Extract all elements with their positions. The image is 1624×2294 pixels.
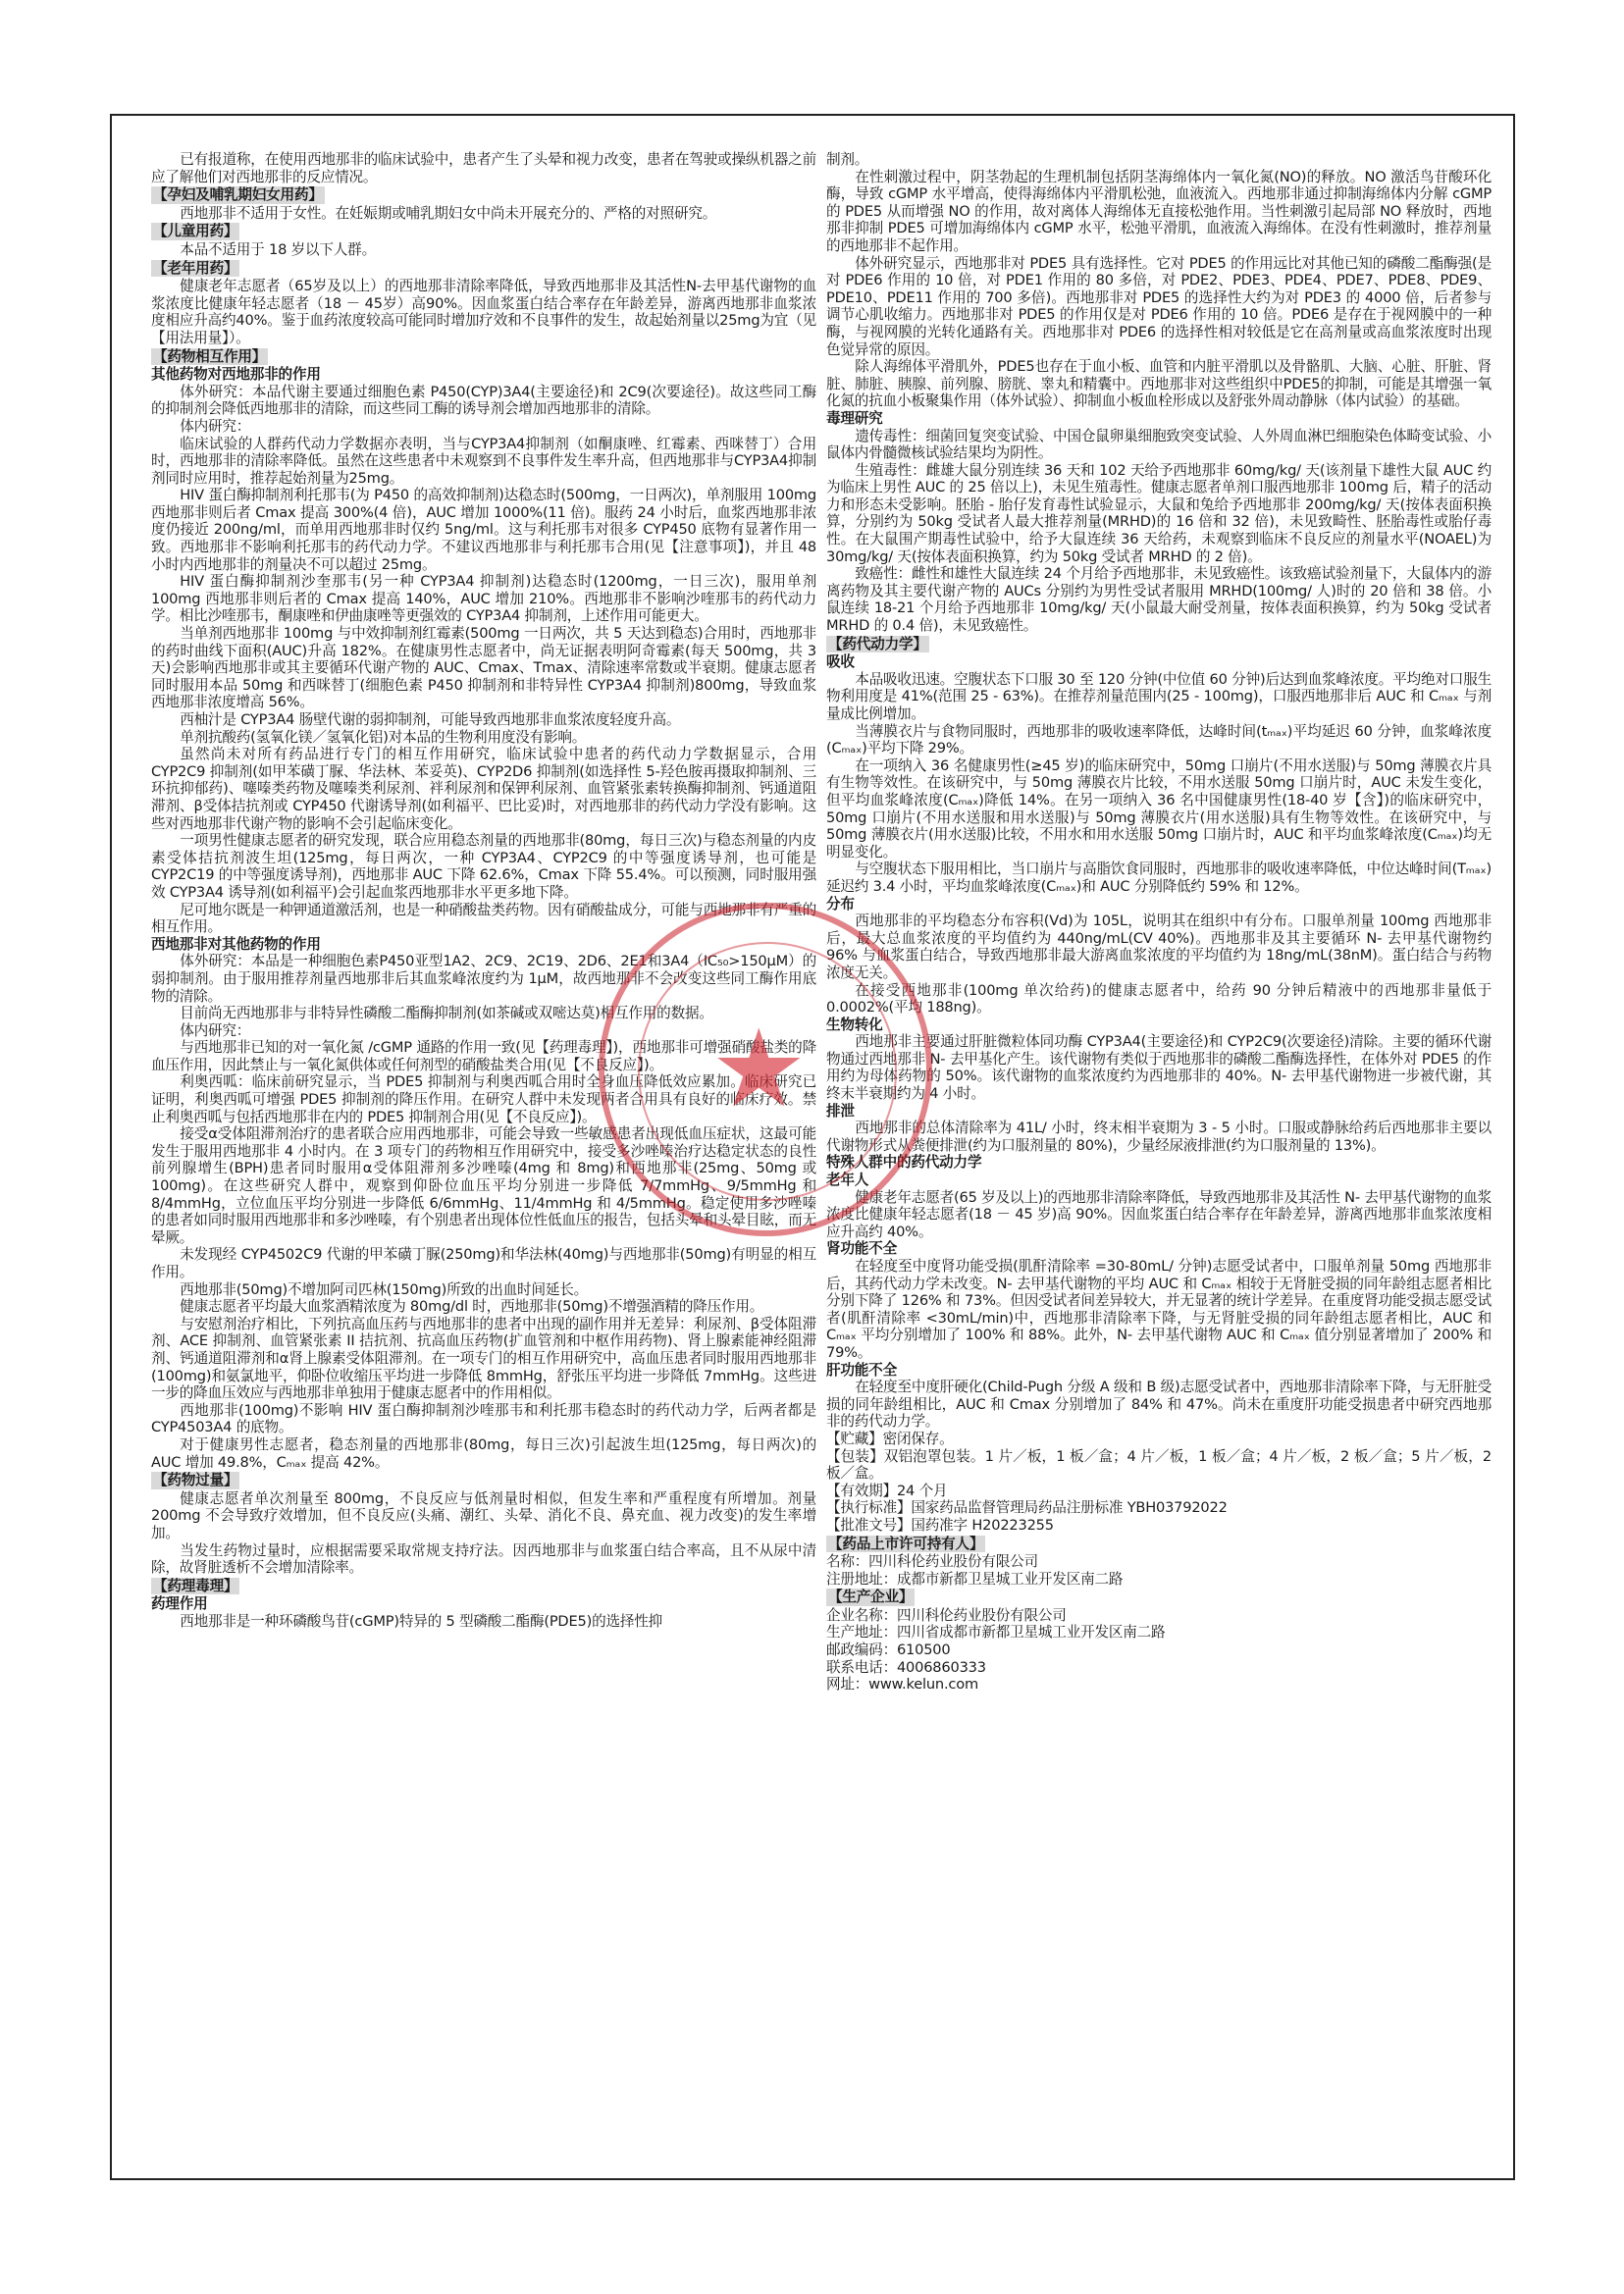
plain-line: 制剂。 <box>826 151 869 168</box>
paragraph: 西地那非主要通过肝脏微粒体同功酶 CYP3A4(主要途径)和 CYP2C9(次要途径)清除。主要的循环代谢物通过西地那非 N- 去甲基化产生。该代谢物有类似于西地那非的磷酸二酯酶选择性，在体外对 PDE5 的作用约为母体药物的 50%。该代谢物的血浆浓度约为西地那非的 40%。N- 去甲基代谢物进一步被代谢，其终末半衰期约为 4 小时。 <box>826 1033 1492 1103</box>
paragraph: 在性刺激过程中，阴茎勃起的生理机制包括阴茎海绵体内一氧化氮(NO)的释放。NO 激活鸟苷酸环化酶，导致 cGMP 水平增高，使得海绵体内平滑肌松弛，血液流入。西地那非通过抑制海绵体内分解 cGMP 的 PDE5 从而增强 NO 的作用，故对离体人海绵体无直接松弛作用。当性刺激引起局部 NO 释放时，西地那非抑制 PDE5 可增加海绵体内 cGMP 水平，松弛平滑肌，血液流入海绵体。在没有性刺激时，推荐剂量的西地那非不起作用。 <box>826 168 1492 254</box>
paragraph: 虽然尚未对所有药品进行专门的相互作用研究，临床试验中患者的药代动力学数据显示，合用 CYP2C9 抑制剂(如甲苯磺丁脲、华法林、苯妥英)、CYP2D6 抑制剂(如选择性 5-羟色胺再摄取抑制剂、三环抗抑郁药)、噻嗪类药物及噻嗪类利尿剂、袢利尿剂和保钾利尿剂、血管紧张素转换酶抑制剂、钙通道阻滞剂、β受体拮抗剂或 CYP450 代谢诱导剂(如利福平、巴比妥)时，对西地那非的药代动力学没有影响。这些对西地那非代谢产物的影响不会引起临床变化。 <box>151 746 816 832</box>
paragraph: 在接受西地那非(100mg 单次给药)的健康志愿者中，给药 90 分钟后精液中的西地那非量低于 0.0002%(平均 188ng)。 <box>826 981 1492 1017</box>
subheading: 生物转化 <box>826 1016 883 1033</box>
paragraph: 西地那非(100mg)不影响 HIV 蛋白酶抑制剂沙喹那韦和利托那韦稳态时的药代动力学，后两者都是 CYP4503A4 的底物。 <box>151 1401 816 1436</box>
paragraph: 体内研究： <box>180 1021 251 1039</box>
section-heading-row <box>826 635 1492 654</box>
subheading: 肝功能不全 <box>826 1361 897 1379</box>
section-heading: 【药物过量】 <box>153 1472 238 1489</box>
subheading: 吸收 <box>826 653 855 671</box>
section-heading: 【药代动力学】 <box>828 635 927 652</box>
plain-line: 生产地址：四川省成都市新都卫星城工业开发区南二路 <box>826 1624 1166 1642</box>
info-line: 【有效期】24 个月 <box>826 1482 948 1499</box>
plain-line: 名称：四川科伦药业股份有限公司 <box>826 1553 1038 1571</box>
subheading: 特殊人群中的药代动力学 <box>826 1154 982 1172</box>
plain-line: 注册地址：成都市新都卫星城工业开发区南二路 <box>826 1570 1124 1588</box>
subheading: 分布 <box>826 895 855 912</box>
paragraph: 体外研究：本品代谢主要通过细胞色素 P450(CYP)3A4(主要途径)和 2C9(次要途径)。故这些同工酶的抑制剂会降低西地那非的清除，而这些同工酶的诱导剂会增加西地那非的清除。 <box>151 383 816 418</box>
paragraph: 尼可地尔既是一种钾通道激活剂，也是一种硝酸盐类药物。因有硝酸盐成分，可能与西地那非有严重的相互作用。 <box>151 901 816 936</box>
paragraph: 体外研究显示，西地那非对 PDE5 具有选择性。它对 PDE5 的作用远比对其他已知的磷酸二酯酶强(是对 PDE6 作用的 10 倍，对 PDE1 作用的 80 多倍，对 PDE2、PDE3、PDE4、PDE7、PDE8、PDE9、PDE10、PDE11 作用的 700 多倍)。西地那非对 PDE5 的选择性大约为对 PDE3 的 4000 倍，后者参与调节心肌收缩力。西地那非对 PDE5 的作用仅是对 PDE6 作用的 10 倍。PDE6 是存在于视网膜中的一种酶，与视网膜的光转化通路有关。西地那非对 PDE6 的选择性相对较低是它在高剂量或高血浆浓度时出现色觉异常的原因。 <box>826 254 1492 358</box>
section-heading: 【药理毒理】 <box>153 1577 238 1594</box>
section-heading: 【生产企业】 <box>828 1589 914 1606</box>
paragraph: 西地那非(50mg)不增加阿司匹林(150mg)所致的出血时间延长。 <box>180 1280 589 1298</box>
subheading: 毒理研究 <box>826 409 883 427</box>
paragraph: 生殖毒性：雌雄大鼠分别连续 36 天和 102 天给予西地那非 60mg/kg/ 天(该剂量下雄性大鼠 AUC 约为临床上男性 AUC 的 25 倍以上)，未见生殖毒性。健康志愿者单剂口服西地那非 100mg 后，精子的活动力和形态未受影响。胚胎 - 胎仔发育毒性试验显示，大鼠和兔给予西地那非 200mg/kg/ 天(按体表面积换算，分别约为 50kg 受试者人最大推荐剂量(MRHD)的 16 倍和 32 倍)，未见致畸性、胚胎毒性或胎仔毒性。在大鼠围产期毒性试验中，给予大鼠连续 36 天给药，未观察到临床不良反应的剂量水平(NOAEL)为 30mg/kg/ 天(按体表面积换算，约为 50kg 受试者 MRHD 的 2 倍)。 <box>826 461 1492 565</box>
paragraph: 与西地那非已知的对一氧化氮 /cGMP 通路的作用一致(见【药理毒理】)，西地那非可增强硝酸盐类的降血压作用，因此禁止与一氧化氮供体或任何剂型的硝酸盐类合用(见【不良反应】)。 <box>151 1039 816 1073</box>
plain-line: 网址：www.kelun.com <box>826 1676 978 1694</box>
info-line: 【批准文号】国药准字 H20223255 <box>826 1516 1054 1534</box>
paragraph: 已有报道称，在使用西地那非的临床试验中，患者产生了头晕和视力改变，患者在驾驶或操纵机器之前应了解他们对西地那非的反应情况。 <box>151 151 816 185</box>
paragraph: 健康老年志愿者(65 岁及以上)的西地那非清除率降低，导致西地那非及其活性 N- 去甲基代谢物的血浆浓度比健康年轻志愿者(18 － 45 岁)高 90%。因血浆蛋白结合率存在年龄差异，游离西地那非血浆浓度相应升高约 40%。 <box>826 1188 1492 1240</box>
paragraph: 当薄膜衣片与食物同服时，西地那非的吸收速率降低，达峰时间(tₘₐₓ)平均延迟 60 分钟，血浆峰浓度(Cₘₐₓ)平均下降 29%。 <box>826 722 1492 757</box>
section-heading: 【孕妇及哺乳期妇女用药】 <box>153 186 323 204</box>
paragraph: 健康志愿者单次剂量至 800mg，不良反应与低剂量时相似，但发生率和严重程度有所增加。剂量 200mg 不会导致疗效增加，但不良反应(头痛、潮红、头晕、消化不良、鼻充血、视力改变)的发生率增加。 <box>151 1489 816 1541</box>
info-line: 【执行标准】国家药品监督管理局药品注册标准 YBH03792022 <box>826 1499 1228 1517</box>
paragraph: 利奥西呱：临床前研究显示，当 PDE5 抑制剂与利奥西呱合用时全身血压降低效应累加。临床研究已证明，利奥西呱可增强 PDE5 抑制剂的降压作用。在研究人群中未发现两者合用具有良好的临床疗效。禁止利奥西呱与包括西地那非在内的 PDE5 抑制剂合用(见【不良反应】)。 <box>151 1073 816 1125</box>
section-heading: 【药物相互作用】 <box>153 347 267 365</box>
section-heading: 【老年用药】 <box>153 259 238 277</box>
paragraph: 目前尚无西地那非与非特异性磷酸二酯酶抑制剂(如茶碱或双嘧达莫)相互作用的数据。 <box>180 1005 713 1022</box>
section-heading-row <box>151 1577 816 1596</box>
paragraph: 本品吸收迅速。空腹状态下口服 30 至 120 分钟(中位值 60 分钟)后达到血浆峰浓度。平均绝对口服生物利用度是 41%(范围 25 - 63%)。在推荐剂量范围内(25 - 100mg)，口服西地那非后 AUC 和 Cₘₐₓ 与剂量成比例增加。 <box>826 670 1492 722</box>
subheading: 排泄 <box>826 1102 855 1120</box>
paragraph: 致癌性：雌性和雄性大鼠连续 24 个月给予西地那非，未见致癌性。该致癌试验剂量下，大鼠体内的游离药物及其主要代谢产物的 AUCs 分别约为男性受试者服用 MRHD(100mg/ 人)时的 20 倍和 38 倍。小鼠连续 18-21 个月给予西地那非 10mg/kg/ 天(小鼠最大耐受剂量，按体表面积换算，约为 50kg 受试者 MRHD 的 0.4 倍)，未见致癌性。 <box>826 565 1492 635</box>
paragraph: 一项男性健康志愿者的研究发现，联合应用稳态剂量的西地那非(80mg，每日三次)与稳态剂量的内皮素受体拮抗剂波生坦(125mg，每日两次，一种 CYP3A4、CYP2C9 的中等强度诱导剂，也可能是 CYP2C19 的中等强度诱导剂)，西地那非 AUC 下降 62.6%，Cmax 下降 55.4%。可以预测，同时服用强效 CYP3A4 诱导剂(如利福平)会引起血浆西地那非水平更多地下降。 <box>151 832 816 901</box>
plain-line: 联系电话：4006860333 <box>826 1658 986 1676</box>
paragraph: 对于健康男性志愿者，稳态剂量的西地那非(80mg，每日三次)引起波生坦(125mg，每日两次)的 AUC 增加 49.8%，Cₘₐₓ 提高 42%。 <box>151 1435 816 1471</box>
paragraph: HIV 蛋白酶抑制剂利托那韦(为 P450 的高效抑制剂)达稳态时(500mg，一日两次)，单剂服用 100mg 西地那非则后者 Cmax 提高 300%(4 倍)，AUC 增加 1000%(11 倍)。服药 24 小时后，血浆西地那非浓度仍接近 200ng/ml，而单用西地那非时仅约 5ng/ml。这与利托那韦对很多 CYP450 底物有显著作用一致。西地那非不影响利托那韦的药代动力学。不建议西地那非与利托那韦合用(见【注意事项】)，并且 48 小时内西地那非的剂量决不可以超过 25mg。 <box>151 487 816 573</box>
paragraph: 西地那非的平均稳态分布容积(Vd)为 105L，说明其在组织中有分布。口服单剂量 100mg 西地那非后，最大总血浆浓度的平均值约为 440ng/mL(CV 40%)。西地那非及其主要循环 N- 去甲基代谢物约 96% 与血浆蛋白结合，导致西地那非最大游离血浆浓度的平均值约为 18ng/mL(38nM)。蛋白结合与药物浓度无关。 <box>826 912 1492 981</box>
paragraph: 本品不适用于 18 岁以下人群。 <box>180 240 376 258</box>
section-heading-row <box>826 1588 1492 1607</box>
subheading: 老年人 <box>826 1172 869 1189</box>
paragraph: 在一项纳入 36 名健康男性(≥45 岁)的临床研究中，50mg 口崩片(不用水送服)与 50mg 薄膜衣片具有生物等效性。在该研究中，与 50mg 薄膜衣片比较，不用水送服 50mg 口崩片时，AUC 未发生变化，但平均血浆峰浓度(Cₘₐₓ)降低 14%。在另一项纳入 36 名中国健康男性(18-40 岁【含】)的临床研究中，50mg 口崩片(不用水送服和用水送服)与 50mg 薄膜衣片(用水送服)具有生物等效性。在该研究中，与 50mg 薄膜衣片(用水送服)比较，不用水和用水送服 50mg 口崩片时，AUC 和平均血浆峰浓度(Cₘₐₓ)均无明显变化。 <box>826 756 1493 860</box>
paragraph: 西地那非是一种环磷酸鸟苷(cGMP)特异的 5 型磷酸二酯酶(PDE5)的选择性抑 <box>180 1612 663 1630</box>
paragraph: 接受α受体阻滞剂治疗的患者联合应用西地那非，可能会导致一些敏感患者出现低血压症状，这最可能发生于服用西地那非 4 小时内。在 3 项专门的药物相互作用研究中，接受多沙唑嗪治疗达稳定状态的良性前列腺增生(BPH)患者同时服用α受体阻滞剂多沙唑嗪(4mg 和 8mg)和西地那非(25mg、50mg 或 100mg)。在这些研究人群中，观察到仰卧位血压平均分别进一步降低 7/7mmHg、9/5mmHg 和 8/4mmHg，立位血压平均分别进一步降低 6/6mmHg、11/4mmHg 和 4/5mmHg。稳定使用多沙唑嗪的患者如同时服用西地那非和多沙唑嗪，有个别患者出现体位性低血压的报告，包括头晕和头晕目眩，而无晕厥。 <box>151 1125 816 1246</box>
section-heading: 【儿童用药】 <box>153 223 238 240</box>
paragraph: 健康志愿者平均最大血浆酒精浓度为 80mg/dl 时，西地那非(50mg)不增强酒精的降压作用。 <box>180 1298 764 1316</box>
subheading: 西地那非对其他药物的作用 <box>151 935 321 953</box>
subheading: 药理作用 <box>151 1595 208 1613</box>
paragraph: 临床试验的人群药代动力学数据亦表明，当与CYP3A4抑制剂（如酮康唑、红霉素、西咪替丁）合用时，西地那非的清除率降低。虽然在这些患者中未观察到不良事件发生率升高，但西地那非与CYP3A4抑制剂同时应用时，推荐起始剂量为25mg。 <box>151 435 816 487</box>
info-line: 【包装】双铝泡罩包装。1 片／板，1 板／盒；4 片／板，1 板／盒；4 片／板，2 板／盒；5 片／板，2 板／盒。 <box>826 1447 1492 1483</box>
paragraph: 在轻度至中度肝硬化(Child-Pugh 分级 A 级和 B 级)志愿受试者中，西地那非清除率下降，与无肝脏受损的同年龄组相比，AUC 和 Cmax 分别增加了 84% 和 47%。尚未在重度肝功能受损患者中研究西地那非的药代动力学。 <box>826 1379 1492 1431</box>
plain-line: 邮政编码：610500 <box>826 1642 951 1659</box>
section-heading-row <box>151 1471 816 1490</box>
section-heading-row <box>151 259 816 279</box>
paragraph: 与安慰剂治疗相比，下列抗高血压药与西地那非的患者中出现的副作用并无差异：利尿剂、β受体阻滞剂、ACE 抑制剂、血管紧张素 II 拮抗剂、抗高血压药物(扩血管剂和中枢作用药物)、肾上腺素能神经阻滞剂、钙通道阻滞剂和α肾上腺素受体阻滞剂。在一项专门的相互作用研究中，高血压患者同时服用西地那非(100mg)和氨氯地平，仰卧位收缩压平均进一步降低 8mmHg，舒张压平均进一步降低 7mmHg。这些进一步的降血压效应与西地那非单独用于健康志愿者中的作用相似。 <box>151 1315 816 1402</box>
section-heading-row <box>826 1535 1492 1554</box>
paragraph: 除人海绵体平滑肌外，PDE5也存在于血小板、血管和内脏平滑肌以及骨骼肌、大脑、心脏、肝脏、肾脏、肺脏、胰腺、前列腺、膀胱、睾丸和精囊中。西地那非对这些组织中PDE5的抑制，可能是其增强一氧化氮的抗血小板聚集作用（体外试验）、抑制血小板血栓形成以及舒张外周动静脉（体内试验）的基础。 <box>826 358 1492 410</box>
left-column <box>151 151 816 1630</box>
paragraph: 西地那非的总体清除率为 41L/ 小时，终末相半衰期为 3 - 5 小时。口服或静脉给药后西地那非主要以代谢物形式从粪便排泄(约为口服剂量的 80%)，少量经尿液排泄(约为口服剂量的 13%)。 <box>826 1120 1492 1154</box>
section-heading-row <box>151 222 816 241</box>
paragraph: 与空腹状态下服用相比，当口崩片与高脂饮食同服时，西地那非的吸收速率降低，中位达峰时间(Tₘₐₓ)延迟约 3.4 小时，平均血浆峰浓度(Cₘₐₓ)和 AUC 分别降低约 59% 和 12%。 <box>826 860 1492 895</box>
info-line: 【贮藏】密闭保存。 <box>826 1430 954 1447</box>
paragraph: 体外研究：本品是一种细胞色素P450亚型1A2、2C9、2C19、2D6、2E1和3A4（IC₅₀>150μM）的弱抑制剂。由于服用推荐剂量西地那非后其血浆峰浓度约为 1μM，故西地那非不会改变这些同工酶作用底物的清除。 <box>151 953 816 1005</box>
paragraph: 在轻度至中度肾功能受损(肌酐清除率 =30-80mL/ 分钟)志愿受试者中，口服单剂量 50mg 西地那非后，其药代动力学未改变。N- 去甲基代谢物的平均 AUC 和 Cₘₐₓ 相较于无肾脏受损的同年龄组志愿者相比分别下降了 126% 和 73%。但因受试者间差异较大，并无显著的统计学差异。在重度肾功能受损志愿受试者(肌酐清除率 <30mL/min)中，西地那非清除率下降，与无肾脏受损的同年龄组志愿者相比，AUC 和 Cₘₐₓ 平均分别增加了 100% 和 88%。此外，N- 去甲基代谢物 AUC 和 Cₘₐₓ 值分别显著增加了 200% 和 79%。 <box>826 1258 1492 1361</box>
paragraph: 体内研究： <box>180 417 251 435</box>
paragraph: 单剂抗酸药(氢氧化镁／氢氧化铝)对本品的生物利用度没有影响。 <box>180 728 587 746</box>
paragraph: HIV 蛋白酶抑制剂沙奎那韦(另一种 CYP3A4 抑制剂)达稳态时(1200mg，一日三次)，服用单剂 100mg 西地那非则后者的 Cmax 提高 140%，AUC 增加 210%。西地那非不影响沙喹那韦的药代动力学。相比沙喹那韦，酮康唑和伊曲康唑等更强效的 CYP3A4 抑制剂，上述作用可能更大。 <box>151 573 816 625</box>
paragraph: 当发生药物过量时，应根据需要采取常规支持疗法。因西地那非与血浆蛋白结合率高，且不从尿中清除，故肾脏透析不会增加清除率。 <box>151 1541 816 1577</box>
section-heading-row <box>151 185 816 205</box>
paragraph: 未发现经 CYP4502C9 代谢的甲苯磺丁脲(250mg)和华法林(40mg)与西地那非(50mg)有明显的相互作用。 <box>151 1246 816 1280</box>
paragraph: 遗传毒性：细菌回复突变试验、中国仓鼠卵巢细胞致突变试验、人外周血淋巴细胞染色体畸变试验、小鼠体内骨髓微核试验结果均为阴性。 <box>826 427 1492 462</box>
paragraph: 西柚汁是 CYP3A4 肠壁代谢的弱抑制剂，可能导致西地那非血浆浓度轻度升高。 <box>180 711 681 728</box>
paragraph: 西地那非不适用于女性。在妊娠期或哺乳期妇女中尚未开展充分的、严格的对照研究。 <box>180 204 717 222</box>
subheading: 肾功能不全 <box>826 1240 897 1258</box>
plain-line: 企业名称：四川科伦药业股份有限公司 <box>826 1606 1067 1624</box>
subheading: 其他药物对西地那非的作用 <box>151 366 321 384</box>
document-frame <box>110 114 1515 2180</box>
paragraph: 健康老年志愿者（65岁及以上）的西地那非清除率降低，导致西地那非及其活性N-去甲基代谢物的血浆浓度比健康年轻志愿者（18 － 45岁）高90%。因血浆蛋白结合率存在年龄差异，游离西地那非血浆浓度相应升高约40%。鉴于血药浓度较高可能同时增加疗效和不良事件的发生，故起始剂量以25mg为宜（见【用法用量】）。 <box>151 278 816 346</box>
section-heading-row <box>151 347 816 367</box>
section-heading: 【药品上市许可持有人】 <box>828 1535 984 1552</box>
paragraph: 当单剂西地那非 100mg 与中效抑制剂红霉素(500mg 一日两次，共 5 天达到稳态)合用时，西地那非的药时曲线下面积(AUC)升高 182%。在健康男性志愿者中，尚无证据表明阿奇霉素(每天 500mg，共 3 天)会影响西地那非或其主要循环代谢产物的 AUC、Cmax、Tmax、清除速率常数或半衰期。健康志愿者同时服用本品 50mg 和西咪替丁(细胞色素 P450 抑制剂和非特异性 CYP3A4 抑制剂)800mg，导致血浆西地那非浓度增高 56%。 <box>151 625 816 711</box>
seal-star-icon: ★ <box>710 1006 808 1131</box>
right-column <box>826 151 1492 1694</box>
